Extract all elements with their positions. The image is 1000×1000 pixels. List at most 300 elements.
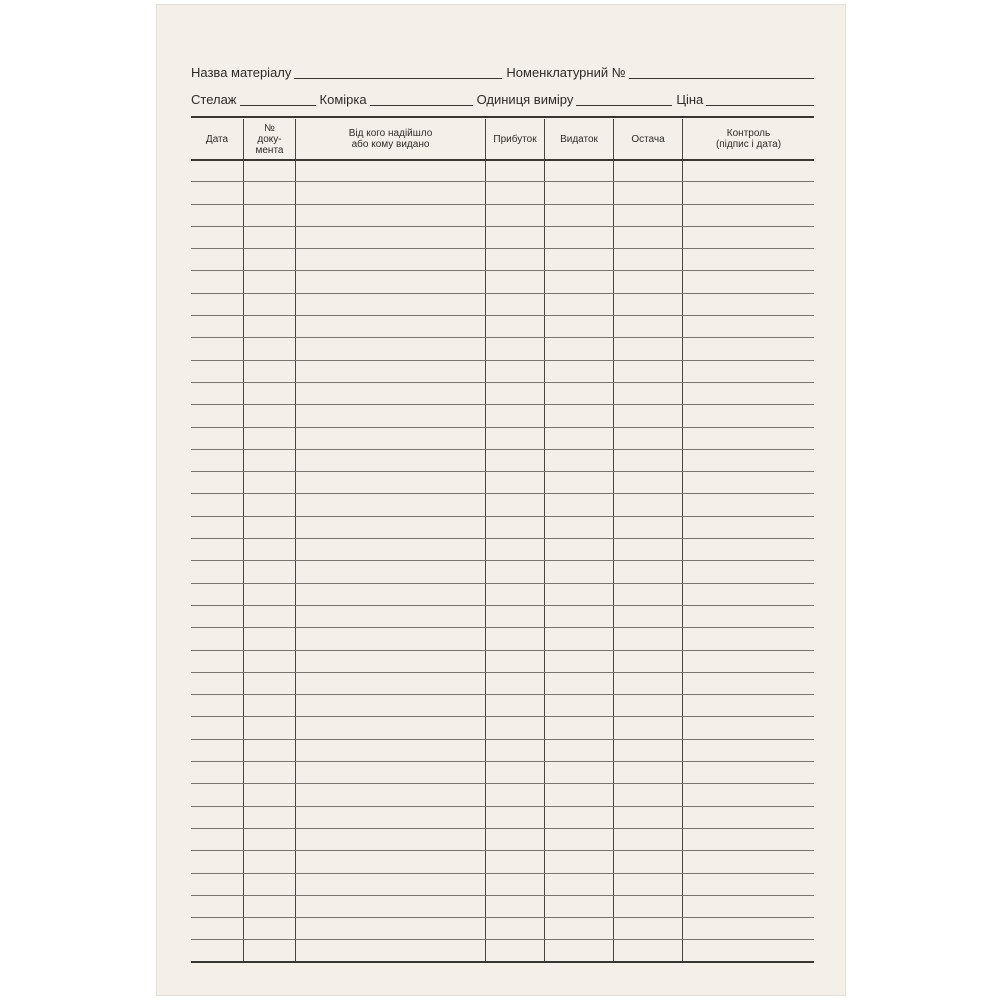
table-cell-income[interactable] (486, 383, 545, 404)
table-cell-date[interactable] (191, 784, 244, 805)
table-cell-date[interactable] (191, 517, 244, 538)
table-cell-income[interactable] (486, 227, 545, 248)
table-cell-expense[interactable] (545, 494, 614, 515)
table-cell-doc_no[interactable] (244, 182, 296, 203)
table-cell-from_to[interactable] (296, 316, 486, 337)
table-row (191, 807, 814, 829)
table-cell-income[interactable] (486, 874, 545, 895)
table-cell-expense[interactable] (545, 874, 614, 895)
table-cell-control[interactable] (683, 361, 814, 382)
table-cell-control[interactable] (683, 249, 814, 270)
col-header-date: Дата (191, 119, 244, 159)
table-cell-control[interactable] (683, 673, 814, 694)
table-cell-from_to[interactable] (296, 561, 486, 582)
table-cell-date[interactable] (191, 227, 244, 248)
table-row (191, 628, 814, 650)
table-cell-balance[interactable] (614, 918, 683, 939)
table-cell-expense[interactable] (545, 227, 614, 248)
table-cell-doc_no[interactable] (244, 539, 296, 560)
table-cell-from_to[interactable] (296, 762, 486, 783)
table-cell-doc_no[interactable] (244, 695, 296, 716)
table-cell-from_to[interactable] (296, 383, 486, 404)
table-cell-from_to[interactable] (296, 673, 486, 694)
table-cell-doc_no[interactable] (244, 717, 296, 738)
table-cell-control[interactable] (683, 918, 814, 939)
table-cell-income[interactable] (486, 940, 545, 960)
table-cell-date[interactable] (191, 940, 244, 960)
table-cell-from_to[interactable] (296, 874, 486, 895)
table-cell-income[interactable] (486, 584, 545, 605)
table-cell-expense[interactable] (545, 517, 614, 538)
table-cell-balance[interactable] (614, 673, 683, 694)
table-row (191, 383, 814, 405)
table-cell-from_to[interactable] (296, 807, 486, 828)
table-cell-from_to[interactable] (296, 740, 486, 761)
table-cell-from_to[interactable] (296, 517, 486, 538)
rack-field[interactable] (240, 104, 316, 106)
table-cell-expense[interactable] (545, 472, 614, 493)
table-cell-control[interactable] (683, 829, 814, 850)
table-row (191, 918, 814, 940)
table-cell-doc_no[interactable] (244, 606, 296, 627)
table-row (191, 940, 814, 962)
table-cell-date[interactable] (191, 606, 244, 627)
table-cell-balance[interactable] (614, 717, 683, 738)
table-cell-date[interactable] (191, 918, 244, 939)
table-cell-expense[interactable] (545, 428, 614, 449)
table-cell-balance[interactable] (614, 450, 683, 471)
table-cell-from_to[interactable] (296, 450, 486, 471)
table-cell-from_to[interactable] (296, 829, 486, 850)
table-cell-doc_no[interactable] (244, 561, 296, 582)
table-row (191, 428, 814, 450)
table-row (191, 784, 814, 806)
table-cell-doc_no[interactable] (244, 428, 296, 449)
table-cell-balance[interactable] (614, 182, 683, 203)
table-row (191, 651, 814, 673)
table-cell-control[interactable] (683, 807, 814, 828)
table-cell-date[interactable] (191, 428, 244, 449)
table-cell-expense[interactable] (545, 784, 614, 805)
table-cell-balance[interactable] (614, 316, 683, 337)
table-cell-expense[interactable] (545, 807, 614, 828)
table-cell-expense[interactable] (545, 182, 614, 203)
table-cell-balance[interactable] (614, 695, 683, 716)
table-cell-date[interactable] (191, 450, 244, 471)
table-cell-control[interactable] (683, 160, 814, 181)
table-cell-date[interactable] (191, 673, 244, 694)
table-cell-expense[interactable] (545, 338, 614, 359)
table-cell-balance[interactable] (614, 762, 683, 783)
table-cell-control[interactable] (683, 561, 814, 582)
table-cell-from_to[interactable] (296, 606, 486, 627)
table-cell-expense[interactable] (545, 896, 614, 917)
table-cell-control[interactable] (683, 428, 814, 449)
table-cell-control[interactable] (683, 405, 814, 426)
table-cell-expense[interactable] (545, 294, 614, 315)
table-cell-control[interactable] (683, 338, 814, 359)
table-cell-expense[interactable] (545, 361, 614, 382)
table-cell-income[interactable] (486, 606, 545, 627)
table-cell-date[interactable] (191, 405, 244, 426)
table-cell-balance[interactable] (614, 829, 683, 850)
table-cell-control[interactable] (683, 606, 814, 627)
table-cell-expense[interactable] (545, 918, 614, 939)
table-cell-date[interactable] (191, 383, 244, 404)
table-row (191, 182, 814, 204)
table-cell-from_to[interactable] (296, 918, 486, 939)
table-cell-balance[interactable] (614, 561, 683, 582)
table-cell-from_to[interactable] (296, 494, 486, 515)
table-cell-expense[interactable] (545, 851, 614, 872)
table-cell-balance[interactable] (614, 851, 683, 872)
table-cell-doc_no[interactable] (244, 205, 296, 226)
table-cell-balance[interactable] (614, 940, 683, 960)
table-cell-control[interactable] (683, 271, 814, 292)
table-cell-expense[interactable] (545, 628, 614, 649)
table-cell-date[interactable] (191, 896, 244, 917)
table-row (191, 338, 814, 360)
table-cell-control[interactable] (683, 695, 814, 716)
table-row (191, 517, 814, 539)
table-cell-from_to[interactable] (296, 227, 486, 248)
table-cell-income[interactable] (486, 405, 545, 426)
table-cell-control[interactable] (683, 383, 814, 404)
table-cell-control[interactable] (683, 227, 814, 248)
table-cell-income[interactable] (486, 182, 545, 203)
table-cell-expense[interactable] (545, 740, 614, 761)
table-cell-income[interactable] (486, 361, 545, 382)
table-cell-date[interactable] (191, 695, 244, 716)
table-cell-income[interactable] (486, 740, 545, 761)
table-cell-balance[interactable] (614, 584, 683, 605)
table-cell-date[interactable] (191, 829, 244, 850)
table-cell-from_to[interactable] (296, 940, 486, 960)
table-row (191, 361, 814, 383)
table-cell-from_to[interactable] (296, 249, 486, 270)
table-cell-doc_no[interactable] (244, 383, 296, 404)
table-cell-doc_no[interactable] (244, 740, 296, 761)
table-cell-date[interactable] (191, 762, 244, 783)
table-cell-income[interactable] (486, 695, 545, 716)
table-cell-income[interactable] (486, 517, 545, 538)
table-cell-expense[interactable] (545, 561, 614, 582)
table-cell-control[interactable] (683, 717, 814, 738)
table-cell-from_to[interactable] (296, 896, 486, 917)
table-cell-balance[interactable] (614, 361, 683, 382)
table-cell-income[interactable] (486, 249, 545, 270)
table-cell-balance[interactable] (614, 740, 683, 761)
table-cell-control[interactable] (683, 628, 814, 649)
table-cell-expense[interactable] (545, 160, 614, 181)
table-cell-income[interactable] (486, 651, 545, 672)
table-cell-expense[interactable] (545, 450, 614, 471)
table-row (191, 695, 814, 717)
header-line-1 (191, 60, 814, 82)
table-cell-balance[interactable] (614, 628, 683, 649)
table-cell-expense[interactable] (545, 606, 614, 627)
table-row (191, 561, 814, 583)
col-header-control: Контроль (підпис і дата) (715, 128, 782, 150)
table-cell-balance[interactable] (614, 271, 683, 292)
table-cell-income[interactable] (486, 472, 545, 493)
table-cell-control[interactable] (683, 450, 814, 471)
table-cell-from_to[interactable] (296, 651, 486, 672)
table-cell-income[interactable] (486, 539, 545, 560)
table-cell-income[interactable] (486, 829, 545, 850)
table-cell-control[interactable] (683, 517, 814, 538)
table-cell-expense[interactable] (545, 940, 614, 960)
table-cell-from_to[interactable] (296, 428, 486, 449)
col-header-balance: Остача (614, 119, 683, 159)
table-cell-income[interactable] (486, 851, 545, 872)
table-cell-income[interactable] (486, 271, 545, 292)
table-cell-doc_no[interactable] (244, 628, 296, 649)
table-cell-date[interactable] (191, 316, 244, 337)
table-row (191, 673, 814, 695)
table-cell-doc_no[interactable] (244, 651, 296, 672)
table-cell-balance[interactable] (614, 405, 683, 426)
table-row (191, 874, 814, 896)
table-cell-from_to[interactable] (296, 294, 486, 315)
unit-field[interactable] (576, 104, 672, 106)
col-header-doc-no: № доку- мента (244, 119, 296, 159)
table-cell-expense[interactable] (545, 383, 614, 404)
col-header-from-to: Від кого надійшло або кому видано (296, 119, 486, 159)
table-cell-expense[interactable] (545, 651, 614, 672)
table-cell-balance[interactable] (614, 249, 683, 270)
table-cell-doc_no[interactable] (244, 874, 296, 895)
table-cell-expense[interactable] (545, 829, 614, 850)
table-cell-from_to[interactable] (296, 851, 486, 872)
table-cell-income[interactable] (486, 807, 545, 828)
table-cell-income[interactable] (486, 717, 545, 738)
table-cell-expense[interactable] (545, 762, 614, 783)
table-cell-balance[interactable] (614, 494, 683, 515)
table-cell-from_to[interactable] (296, 338, 486, 359)
table-row (191, 249, 814, 271)
table-cell-doc_no[interactable] (244, 494, 296, 515)
table-cell-balance[interactable] (614, 428, 683, 449)
table-cell-income[interactable] (486, 160, 545, 181)
table-cell-from_to[interactable] (296, 205, 486, 226)
table-cell-from_to[interactable] (296, 271, 486, 292)
table-cell-income[interactable] (486, 784, 545, 805)
table-cell-doc_no[interactable] (244, 316, 296, 337)
table-cell-from_to[interactable] (296, 539, 486, 560)
cell-label: Комірка (319, 92, 367, 107)
table-cell-date[interactable] (191, 740, 244, 761)
table-cell-control[interactable] (683, 294, 814, 315)
table-cell-date[interactable] (191, 561, 244, 582)
table-cell-from_to[interactable] (296, 472, 486, 493)
table-cell-balance[interactable] (614, 383, 683, 404)
table-cell-control[interactable] (683, 205, 814, 226)
table-cell-date[interactable] (191, 205, 244, 226)
table-cell-expense[interactable] (545, 249, 614, 270)
table-cell-doc_no[interactable] (244, 829, 296, 850)
table-cell-from_to[interactable] (296, 628, 486, 649)
table-cell-date[interactable] (191, 651, 244, 672)
table-cell-date[interactable] (191, 294, 244, 315)
table-cell-income[interactable] (486, 918, 545, 939)
table-cell-balance[interactable] (614, 539, 683, 560)
table-cell-doc_no[interactable] (244, 673, 296, 694)
table-cell-balance[interactable] (614, 874, 683, 895)
table-cell-date[interactable] (191, 182, 244, 203)
table-cell-doc_no[interactable] (244, 249, 296, 270)
table-cell-expense[interactable] (545, 539, 614, 560)
unit-label: Одиниця виміру (476, 92, 574, 107)
table-cell-doc_no[interactable] (244, 472, 296, 493)
table-cell-income[interactable] (486, 205, 545, 226)
table-top-rule (191, 116, 814, 118)
table-cell-income[interactable] (486, 494, 545, 515)
table-cell-income[interactable] (486, 294, 545, 315)
table-cell-doc_no[interactable] (244, 584, 296, 605)
table-cell-income[interactable] (486, 450, 545, 471)
table-cell-balance[interactable] (614, 227, 683, 248)
table-cell-from_to[interactable] (296, 361, 486, 382)
table-cell-doc_no[interactable] (244, 762, 296, 783)
table-cell-income[interactable] (486, 338, 545, 359)
table-row (191, 762, 814, 784)
table-cell-from_to[interactable] (296, 584, 486, 605)
table-cell-balance[interactable] (614, 784, 683, 805)
table-cell-doc_no[interactable] (244, 450, 296, 471)
price-field[interactable] (706, 104, 814, 106)
table-cell-income[interactable] (486, 896, 545, 917)
table-cell-balance[interactable] (614, 160, 683, 181)
table-cell-date[interactable] (191, 717, 244, 738)
table-cell-control[interactable] (683, 584, 814, 605)
table-cell-income[interactable] (486, 428, 545, 449)
table-row (191, 851, 814, 873)
table-cell-date[interactable] (191, 160, 244, 181)
table-cell-income[interactable] (486, 673, 545, 694)
table-cell-expense[interactable] (545, 405, 614, 426)
table-row (191, 472, 814, 494)
table-cell-doc_no[interactable] (244, 807, 296, 828)
table-cell-doc_no[interactable] (244, 851, 296, 872)
table-cell-income[interactable] (486, 561, 545, 582)
table-cell-balance[interactable] (614, 606, 683, 627)
table-cell-expense[interactable] (545, 271, 614, 292)
table-row (191, 316, 814, 338)
table-cell-control[interactable] (683, 940, 814, 960)
table-cell-income[interactable] (486, 628, 545, 649)
table-cell-doc_no[interactable] (244, 896, 296, 917)
table-cell-balance[interactable] (614, 517, 683, 538)
table-cell-date[interactable] (191, 584, 244, 605)
table-cell-from_to[interactable] (296, 182, 486, 203)
table-cell-doc_no[interactable] (244, 405, 296, 426)
table-cell-doc_no[interactable] (244, 940, 296, 960)
table-cell-control[interactable] (683, 182, 814, 203)
table-cell-from_to[interactable] (296, 717, 486, 738)
table-cell-from_to[interactable] (296, 405, 486, 426)
table-cell-expense[interactable] (545, 205, 614, 226)
table-cell-doc_no[interactable] (244, 361, 296, 382)
table-cell-date[interactable] (191, 472, 244, 493)
table-row (191, 271, 814, 293)
table-cell-balance[interactable] (614, 896, 683, 917)
table-cell-doc_no[interactable] (244, 271, 296, 292)
table-cell-date[interactable] (191, 628, 244, 649)
table-cell-control[interactable] (683, 851, 814, 872)
table-cell-date[interactable] (191, 249, 244, 270)
table-cell-balance[interactable] (614, 807, 683, 828)
table-cell-control[interactable] (683, 316, 814, 337)
table-cell-income[interactable] (486, 316, 545, 337)
table-cell-control[interactable] (683, 740, 814, 761)
rack-label: Стелаж (191, 92, 237, 107)
table-cell-expense[interactable] (545, 717, 614, 738)
table-cell-expense[interactable] (545, 316, 614, 337)
table-cell-control[interactable] (683, 651, 814, 672)
table-cell-balance[interactable] (614, 338, 683, 359)
table-cell-balance[interactable] (614, 205, 683, 226)
table-cell-date[interactable] (191, 851, 244, 872)
table-cell-control[interactable] (683, 784, 814, 805)
table-cell-balance[interactable] (614, 294, 683, 315)
table-cell-expense[interactable] (545, 673, 614, 694)
table-cell-date[interactable] (191, 271, 244, 292)
table-row (191, 539, 814, 561)
table-cell-expense[interactable] (545, 584, 614, 605)
nomenclature-field[interactable] (629, 77, 814, 79)
table-cell-date[interactable] (191, 874, 244, 895)
material-name-label: Назва матеріалу (191, 65, 292, 80)
cell-field[interactable] (370, 104, 473, 106)
table-cell-date[interactable] (191, 361, 244, 382)
nomenclature-label: Номенклатурний № (506, 65, 626, 80)
table-row (191, 160, 814, 182)
table-cell-control[interactable] (683, 762, 814, 783)
table-cell-date[interactable] (191, 539, 244, 560)
table-cell-date[interactable] (191, 807, 244, 828)
table-cell-doc_no[interactable] (244, 338, 296, 359)
table-row (191, 294, 814, 316)
table-cell-income[interactable] (486, 762, 545, 783)
material-name-field[interactable] (294, 77, 502, 79)
table-row (191, 896, 814, 918)
table-cell-date[interactable] (191, 338, 244, 359)
table-cell-date[interactable] (191, 494, 244, 515)
table-cell-control[interactable] (683, 472, 814, 493)
table-cell-doc_no[interactable] (244, 294, 296, 315)
table-cell-from_to[interactable] (296, 784, 486, 805)
col-header-income: Прибуток (486, 119, 545, 159)
table-cell-doc_no[interactable] (244, 784, 296, 805)
table-cell-doc_no[interactable] (244, 517, 296, 538)
table-cell-balance[interactable] (614, 651, 683, 672)
table-row (191, 606, 814, 628)
table-cell-expense[interactable] (545, 695, 614, 716)
table-cell-control[interactable] (683, 874, 814, 895)
table-cell-control[interactable] (683, 539, 814, 560)
ledger-table-body (191, 160, 814, 962)
table-cell-balance[interactable] (614, 472, 683, 493)
table-cell-control[interactable] (683, 494, 814, 515)
table-cell-from_to[interactable] (296, 695, 486, 716)
table-row (191, 405, 814, 427)
table-cell-control[interactable] (683, 896, 814, 917)
table-cell-doc_no[interactable] (244, 918, 296, 939)
table-cell-doc_no[interactable] (244, 227, 296, 248)
table-cell-doc_no[interactable] (244, 160, 296, 181)
table-cell-from_to[interactable] (296, 160, 486, 181)
